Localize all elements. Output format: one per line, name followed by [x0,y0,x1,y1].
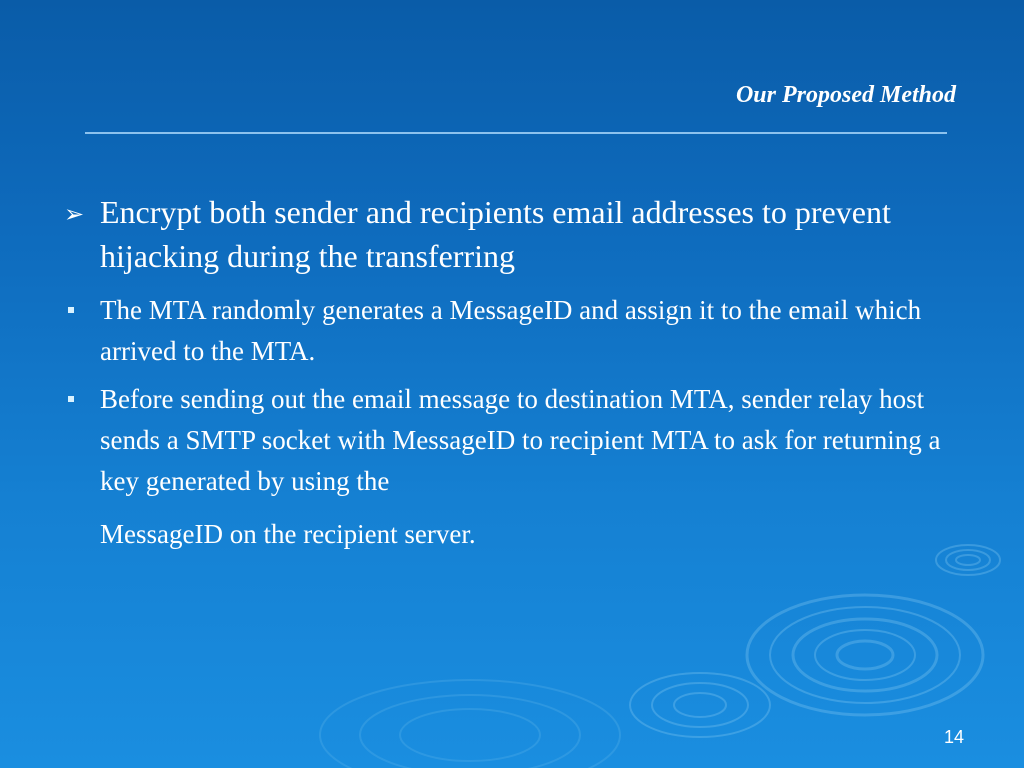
bullet-text-continuation: MessageID on the recipient server. [100,519,476,549]
bullet-item-encrypt [64,190,964,278]
ripple-bottom [320,673,770,768]
bullet-item-messageid [64,290,964,372]
bullet-text: The MTA randomly generates a MessageID and assign it to the email which arrived to the MTA. [100,295,922,366]
square-bullet-icon [68,396,74,402]
arrow-bullet-icon: ➢ [64,200,85,228]
ripple-large [747,595,983,715]
bullet-text: Before sending out the email message to destination MTA, sender relay host sends a SMTP socket with MessageID to recipient MTA to ask for returning a key generated by using the [100,384,941,496]
square-bullet-icon [68,307,74,313]
page-number: 14 [943,727,964,747]
title-divider [85,132,947,134]
bullet-list [64,190,964,562]
slide-title: Our Proposed Method [735,82,956,108]
bullet-item-smtp-socket [64,379,964,555]
bullet-text: Encrypt both sender and recipients email addresses to prevent hijacking during the transferring [100,194,891,274]
